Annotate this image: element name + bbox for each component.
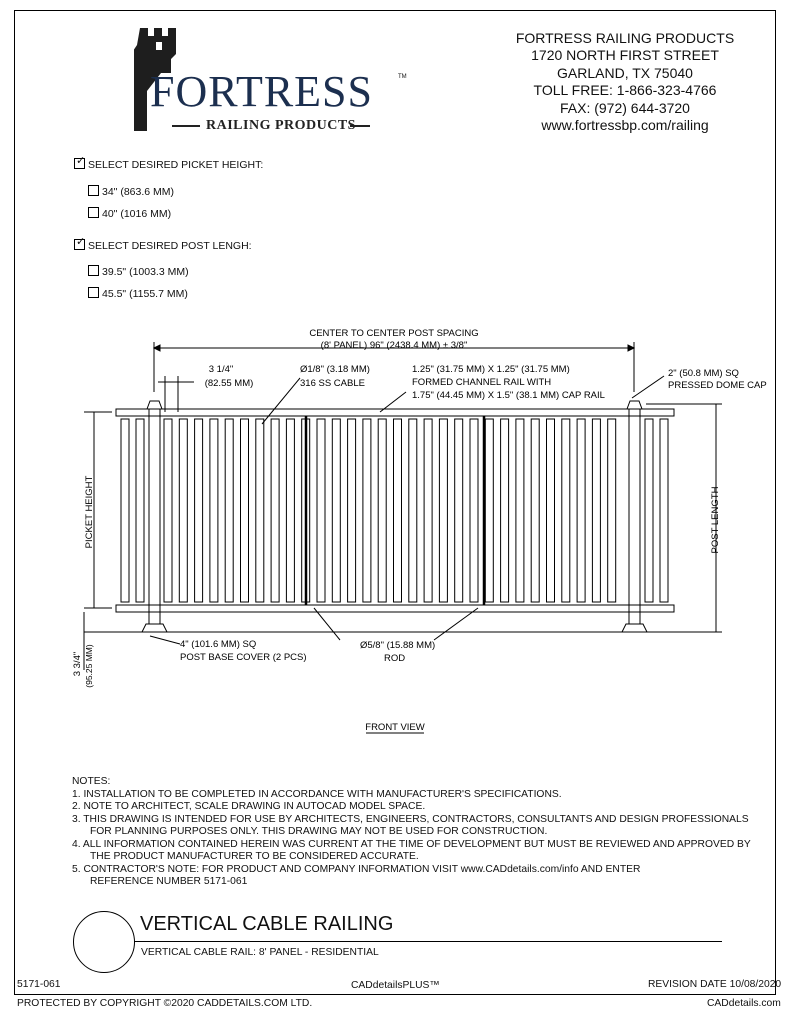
post-cap-size: 2" (50.8 MM) SQ	[668, 368, 739, 379]
company-fax: FAX: (972) 644-3720	[560, 99, 690, 116]
logo-rule-left	[172, 125, 200, 127]
picket	[394, 419, 402, 602]
picket-height-option-34[interactable]: 34" (863.6 MM)	[88, 185, 174, 198]
picket	[317, 419, 325, 602]
checkbox-icon[interactable]	[88, 207, 99, 218]
picket-height-dim: PICKET HEIGHT	[84, 475, 95, 549]
detail-bubble	[73, 911, 135, 973]
gap-label: 3 1/4"	[208, 364, 234, 375]
note-5-cont: REFERENCE NUMBER 5171-061	[90, 876, 248, 887]
caddetails-info-link[interactable]: www.CADdetails.com/info	[460, 863, 579, 875]
notes-header: NOTES:	[72, 776, 111, 787]
company-address: 1720 NORTH FIRST STREET	[531, 47, 719, 64]
picket	[608, 419, 616, 602]
post-length-dim: POST LENGTH	[710, 486, 721, 554]
picket	[286, 419, 294, 602]
picket	[378, 419, 386, 602]
note-5: 5. CONTRACTOR'S NOTE: FOR PRODUCT AND COMPANY INFORMATION VISIT www.CADdetails.com/info AND ENTER	[72, 863, 641, 875]
cable-label: Ø1/8" (3.18 MM)	[300, 364, 370, 375]
note-2: 2. NOTE TO ARCHITECT, SCALE DRAWING IN AUTOCAD MODEL SPACE.	[72, 801, 426, 812]
picket	[470, 419, 478, 602]
clearance-mm-label: (95.25 MM)	[84, 644, 94, 688]
front-view-drawing	[0, 320, 791, 740]
checkbox-icon[interactable]	[88, 265, 99, 276]
post-cap-label: PRESSED DOME CAP	[668, 380, 767, 391]
company-city: GARLAND, TX 75040	[557, 64, 693, 81]
picket	[256, 419, 264, 602]
picket	[348, 419, 356, 602]
base-cover-size: 4" (101.6 MM) SQ	[180, 639, 257, 650]
copyright: PROTECTED BY COPYRIGHT ©2020 CADDETAILS.COM LTD.	[17, 998, 313, 1009]
picket	[439, 419, 447, 602]
rod-size-label: Ø5/8" (15.88 MM)	[360, 640, 436, 651]
picket	[271, 419, 279, 602]
caddetails-brand[interactable]: CADdetails.com	[707, 998, 781, 1009]
note-4-cont: THE PRODUCT MANUFACTURER TO BE CONSIDERED ACCURATE.	[90, 851, 419, 862]
picket	[485, 419, 493, 602]
logo-rule-right	[350, 125, 370, 127]
picket	[531, 419, 539, 602]
picket	[332, 419, 340, 602]
picket	[577, 419, 585, 602]
picket-group	[164, 419, 616, 602]
note-3: 3. THIS DRAWING IS INTENDED FOR USE BY ARCHITECTS, ENGINEERS, CONTRACTORS, CONSULTANTS AND DESIGN PROFESSIONALS	[72, 813, 749, 825]
rail-type-label: FORMED CHANNEL RAIL WITH	[412, 377, 552, 388]
logo-subtitle: RAILING PRODUCTS	[206, 118, 356, 133]
cap-rail-label: 1.75" (44.45 MM) X 1.5" (38.1 MM) CAP RAIL	[412, 390, 605, 401]
post-length-option-39[interactable]: 39.5" (1003.3 MM)	[88, 265, 189, 278]
picket	[225, 419, 233, 602]
clearance-label: 3 3/4"	[72, 651, 83, 677]
note-3-cont: FOR PLANNING PURPOSES ONLY. THIS DRAWING MAY NOT BE USED FOR CONSTRUCTION.	[90, 826, 548, 837]
picket	[501, 419, 509, 602]
company-info	[470, 30, 780, 134]
checkbox-icon[interactable]	[88, 185, 99, 196]
post-length-option-45[interactable]: 45.5" (1155.7 MM)	[88, 287, 188, 300]
reference-number: 5171-061	[17, 979, 61, 990]
rod-label: ROD	[384, 653, 406, 664]
rail-size-label: 1.25" (31.75 MM) X 1.25" (31.75 MM)	[412, 364, 570, 375]
revision-date: REVISION DATE 10/08/2020	[648, 979, 782, 990]
picket	[562, 419, 570, 602]
base-cover-label: POST BASE COVER (2 PCS)	[180, 652, 307, 663]
picket	[363, 419, 371, 602]
checked-box-icon[interactable]	[74, 239, 85, 250]
logo-trademark: TM	[398, 74, 407, 80]
spacing-label: CENTER TO CENTER POST SPACING	[309, 328, 479, 339]
checked-box-icon[interactable]	[74, 158, 85, 169]
company-name: FORTRESS RAILING PRODUCTS	[515, 30, 735, 46]
picket	[455, 419, 463, 602]
picket	[241, 419, 249, 602]
company-tollfree: TOLL FREE: 1-866-323-4766	[533, 82, 717, 99]
cable-material: 316 SS CABLE	[300, 378, 365, 389]
logo-wordmark: FORTRESS	[150, 67, 373, 116]
post-length-header: ✓SELECT DESIRED POST LENGH:	[74, 239, 252, 252]
picket-height-option-40[interactable]: 40" (1016 MM)	[88, 207, 171, 220]
drawing-subtitle: VERTICAL CABLE RAIL: 8' PANEL - RESIDENTIAL	[141, 947, 379, 958]
company-website: www.fortressbp.com/railing	[541, 117, 709, 134]
checkbox-icon[interactable]	[88, 287, 99, 298]
picket	[516, 419, 524, 602]
picket	[195, 419, 203, 602]
drawing-title: VERTICAL CABLE RAILING	[140, 913, 394, 935]
gap-mm-label: (82.55 MM)	[204, 378, 254, 389]
picket	[210, 419, 218, 602]
spacing-value: (8' PANEL) 96" (2438.4 MM) ± 3/8"	[320, 340, 468, 351]
picket	[179, 419, 187, 602]
picket	[164, 419, 172, 602]
note-1: 1. INSTALLATION TO BE COMPLETED IN ACCORDANCE WITH MANUFACTURER'S SPECIFICATIONS.	[72, 788, 562, 800]
note-4: 4. ALL INFORMATION CONTAINED HEREIN WAS CURRENT AT THE TIME OF DEVELOPMENT BUT MUST BE REVIEWED AND APPROVED BY	[72, 838, 751, 850]
front-view-label: FRONT VIEW	[365, 722, 425, 733]
picket	[547, 419, 555, 602]
picket	[409, 419, 417, 602]
notes-block	[72, 776, 751, 889]
picket-height-header: ✓SELECT DESIRED PICKET HEIGHT:	[74, 158, 263, 171]
title-rule	[134, 941, 722, 942]
caddetails-plus: CADdetailsPLUS™	[351, 980, 440, 991]
picket	[592, 419, 600, 602]
picket	[424, 419, 432, 602]
